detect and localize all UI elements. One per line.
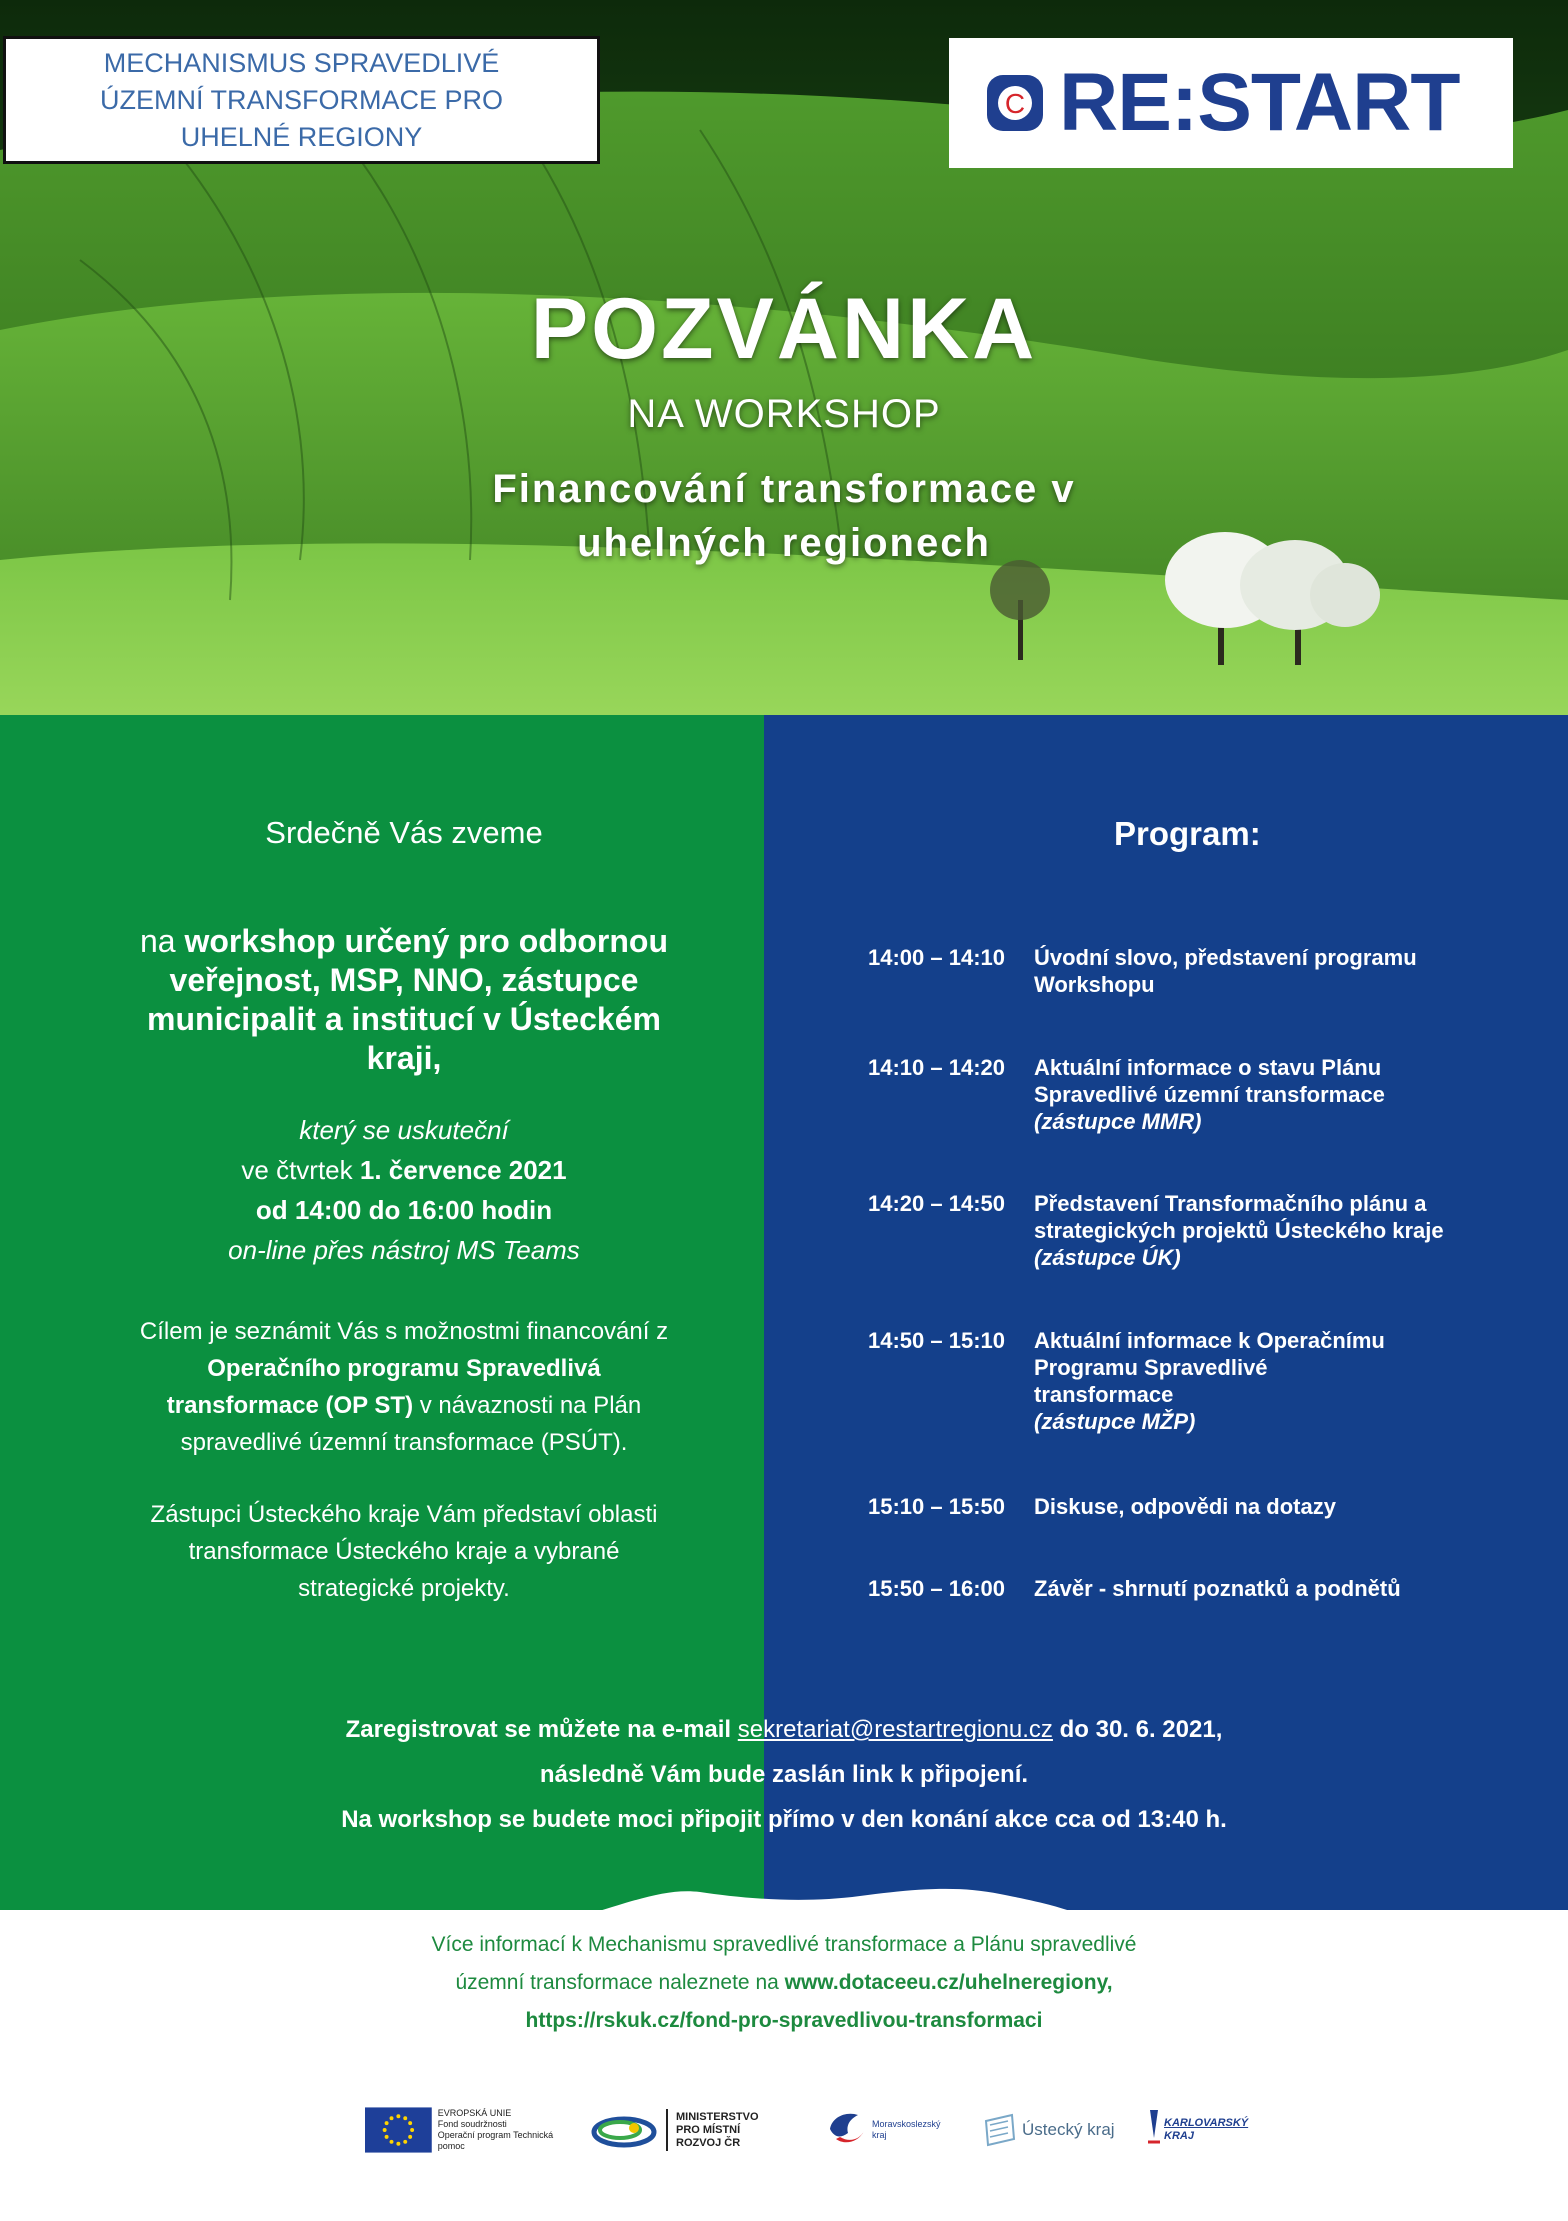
program-speaker: (zástupce MMR) xyxy=(1034,1109,1202,1134)
region-line: strategické projekty. xyxy=(298,1575,510,1602)
topic-line: Financování transformace v xyxy=(492,467,1076,511)
audience-text xyxy=(0,922,808,1078)
registration-line: následně Vám bude zaslán link k připojení. xyxy=(539,1761,1029,1788)
audience-line: workshop určený pro odbornou xyxy=(184,923,669,959)
page-subtitle: NA WORKSHOP xyxy=(627,392,941,436)
kv-logo xyxy=(1146,2100,1256,2160)
program-line: Představení Transformačního plánu a xyxy=(1034,1191,1427,1216)
info-prefix: územní transformace naleznete na xyxy=(455,1971,785,1994)
usti-emblem-icon xyxy=(982,2113,1018,2147)
program-item xyxy=(868,1493,1474,1520)
program-speaker: (zástupce ÚK) xyxy=(1034,1245,1181,1270)
date-prefix: ve čtvrtek xyxy=(241,1155,360,1185)
info-line: Více informací k Mechanismu spravedlivé transformace a Plánu spravedlivé xyxy=(431,1933,1137,1956)
program-line: Závěr - shrnutí poznatků a podnětů xyxy=(1034,1576,1401,1601)
program-speaker: (zástupce MŽP) xyxy=(1034,1409,1196,1434)
page-title: POZVÁNKA xyxy=(530,281,1038,377)
intro-prefix: na xyxy=(139,923,185,959)
goal-line: transformace (OP ST) xyxy=(166,1392,414,1419)
program-heading: Program: xyxy=(1114,815,1261,852)
svg-text:C: C xyxy=(1004,88,1026,119)
audience-line: kraji, xyxy=(366,1040,442,1076)
mmr-logo-line: MINISTERSTVO xyxy=(676,2110,759,2123)
mechanism-line: MECHANISMUS SPRAVEDLIVÉ xyxy=(103,47,500,78)
program-item xyxy=(868,1190,1474,1271)
registration-deadline: do 30. 6. 2021, xyxy=(1052,1716,1223,1743)
eu-logo-line: Operační program Technická pomoc xyxy=(437,2130,554,2151)
takes-place: který se uskuteční xyxy=(299,1115,509,1145)
registration-prefix: Zaregistrovat se můžete na e-mail xyxy=(345,1716,738,1743)
event-time: od 14:00 do 16:00 hodin xyxy=(255,1195,553,1225)
greeting: Srdečně Vás zveme xyxy=(265,815,543,850)
program-line: Workshopu xyxy=(1034,972,1155,997)
program-line: Aktuální informace o stavu Plánu xyxy=(1034,1055,1382,1080)
program-line: transformace xyxy=(1034,1382,1174,1407)
info-line xyxy=(0,1971,1568,1995)
eu-logo-line: Fond soudržnosti xyxy=(437,2119,507,2129)
msk-emblem-icon xyxy=(826,2109,868,2151)
mmr-logo-line: ROZVOJ ČR xyxy=(676,2136,741,2149)
msk-logo-line: kraj xyxy=(872,2130,887,2140)
kv-logo-line: KARLOVARSKÝ xyxy=(1164,2117,1249,2129)
kv-emblem-icon xyxy=(1146,2108,1162,2152)
mountain-divider xyxy=(0,1882,1568,1922)
region-text xyxy=(0,1496,808,1607)
restart-logo xyxy=(949,38,1513,168)
mmr-logo-line: PRO MÍSTNÍ xyxy=(676,2123,741,2136)
program-line: Spravedlivé územní transformace xyxy=(1034,1082,1385,1107)
restart-logo-text: RE:START xyxy=(1059,57,1460,148)
program-time: 15:50 – 16:00 xyxy=(868,1576,1005,1601)
mmr-logo xyxy=(590,2100,790,2160)
program-line: Úvodní slovo, představení programu xyxy=(1034,945,1417,970)
region-line: Zástupci Ústeckého kraje Vám představí oblasti xyxy=(150,1501,658,1528)
program-line: strategických projektů Ústeckého kraje xyxy=(1034,1218,1444,1243)
workshop-topic xyxy=(0,462,1568,570)
usti-logo-text: Ústecký kraj xyxy=(1022,2120,1115,2139)
registration-email-link[interactable]: sekretariat@restartregionu.cz xyxy=(737,1716,1053,1743)
mechanism-line: UHELNÉ REGIONY xyxy=(180,121,423,152)
event-date: 1. července 2021 xyxy=(359,1155,567,1185)
goal-text xyxy=(0,1313,808,1461)
goal-line: Operačního programu Spravedlivá xyxy=(207,1355,601,1382)
program-line: Diskuse, odpovědi na dotazy xyxy=(1034,1494,1336,1519)
kv-logo-line: KRAJ xyxy=(1164,2130,1194,2142)
audience-line: municipalit a institucí v Ústeckém xyxy=(147,1001,661,1037)
eu-logo xyxy=(365,2100,580,2160)
registration-line: Na workshop se budete moci připojit přímo v den konání akce cca od 13:40 h. xyxy=(341,1806,1227,1833)
program-time: 14:20 – 14:50 xyxy=(868,1191,1005,1216)
program-time: 15:10 – 15:50 xyxy=(868,1494,1005,1519)
event-details xyxy=(0,1110,808,1270)
audience-line: veřejnost, MSP, NNO, zástupce xyxy=(169,962,639,998)
mmr-swoosh-icon xyxy=(590,2110,658,2150)
topic-line: uhelných regionech xyxy=(577,521,991,565)
program-time: 14:50 – 15:10 xyxy=(868,1328,1005,1353)
goal-line: spravedlivé územní transformace (PSÚT). xyxy=(180,1429,628,1456)
program-time: 14:10 – 14:20 xyxy=(868,1055,1005,1080)
usti-logo xyxy=(982,2100,1122,2160)
rskuk-link[interactable]: https://rskuk.cz/fond-pro-spravedlivou-transformaci xyxy=(525,2009,1043,2032)
mechanism-line: ÚZEMNÍ TRANSFORMACE PRO xyxy=(99,84,504,115)
program-line: Aktuální informace k Operačnímu xyxy=(1034,1328,1385,1353)
registration-line xyxy=(0,1716,1568,1744)
program-item xyxy=(868,1327,1474,1435)
region-line: transformace Ústeckého kraje a vybrané xyxy=(188,1538,620,1565)
program-item xyxy=(868,944,1474,998)
dotaceeu-link[interactable]: www.dotaceeu.cz/uhelneregiony, xyxy=(784,1971,1113,1994)
event-platform: on-line přes nástroj MS Teams xyxy=(228,1235,580,1265)
program-item xyxy=(868,1575,1474,1602)
program-item xyxy=(868,1054,1474,1135)
goal-line: v návaznosti na Plán xyxy=(413,1392,642,1419)
eu-flag-icon xyxy=(365,2107,432,2153)
program-line: Programu Spravedlivé xyxy=(1034,1355,1268,1380)
program-time: 14:00 – 14:10 xyxy=(868,945,1005,970)
mechanism-title-box xyxy=(3,36,600,164)
restart-c-icon xyxy=(985,73,1045,133)
goal-line: Cílem je seznámit Vás s možnostmi financování z xyxy=(139,1318,669,1345)
msk-logo xyxy=(826,2100,966,2160)
msk-logo-line: Moravskoslezský xyxy=(872,2119,941,2129)
eu-logo-line: EVROPSKÁ UNIE xyxy=(437,2108,512,2118)
